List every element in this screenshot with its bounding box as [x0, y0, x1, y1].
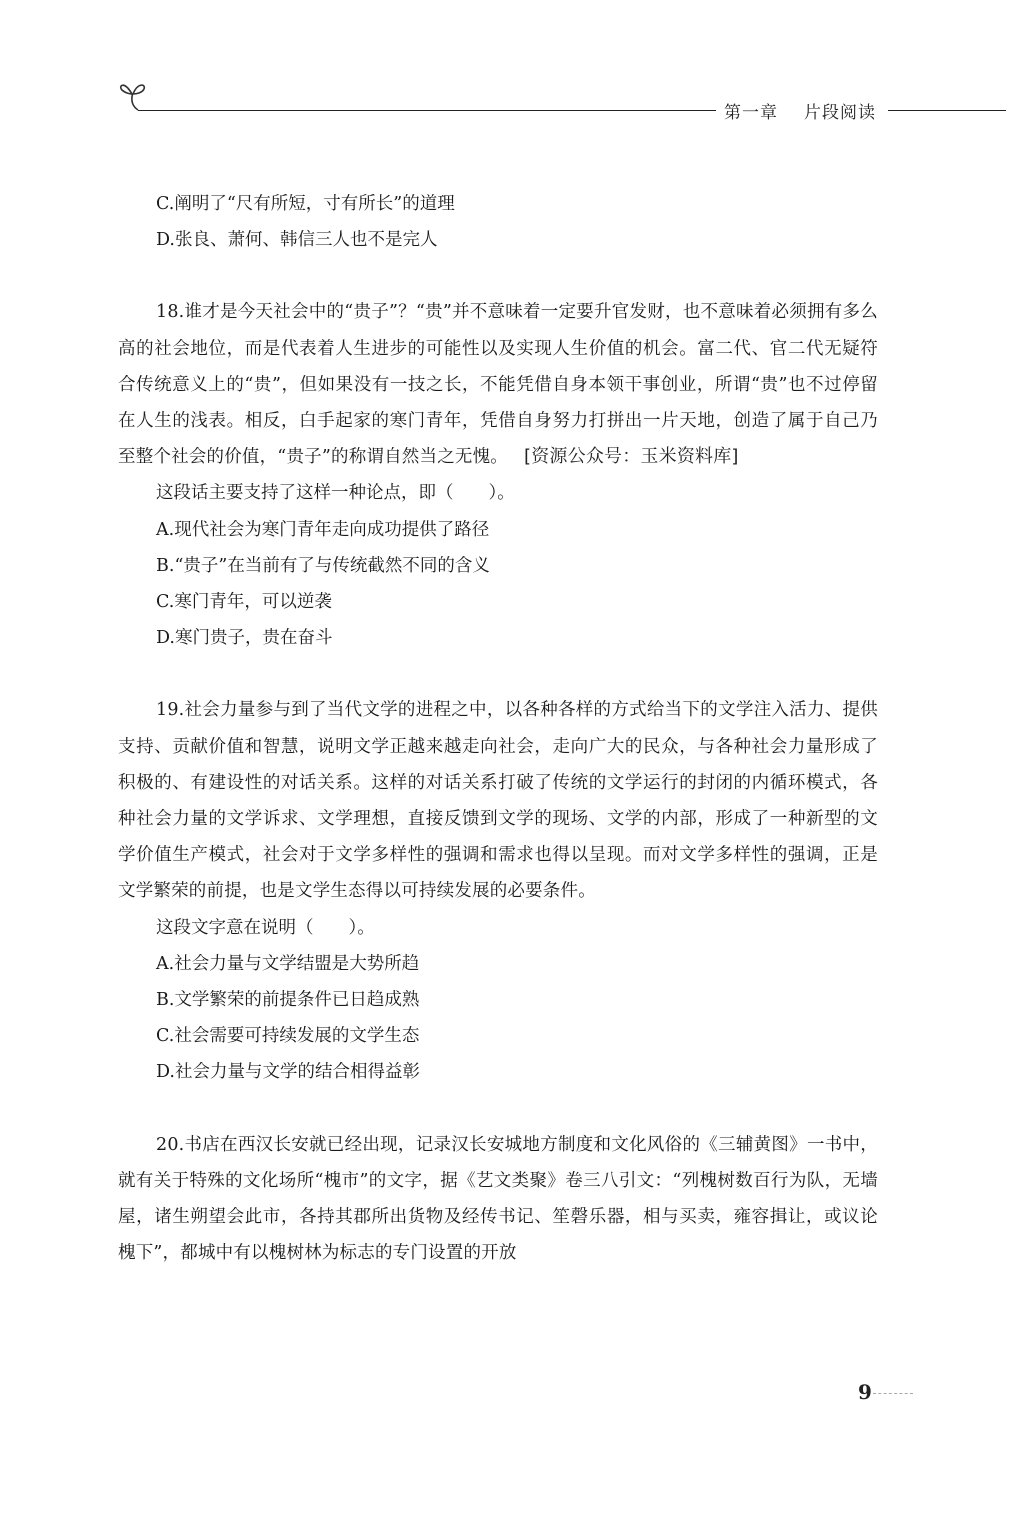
- q18-option-d: D.寒门贵子，贵在奋斗: [156, 628, 333, 649]
- q18-option-c: C.寒门青年，可以逆袭: [156, 592, 332, 613]
- q18-number: 18.: [156, 302, 185, 323]
- q18-prompt: 这段话主要支持了这样一种论点，即（ ）。: [156, 483, 515, 504]
- page-number-ornament: [873, 1393, 913, 1394]
- sprout-icon: [116, 76, 152, 112]
- q19-number: 19.: [156, 700, 185, 721]
- q18-option-b: B.“贵子”在当前有了与传统截然不同的含义: [156, 555, 490, 576]
- q20-number: 20.: [156, 1134, 185, 1155]
- q19-option-b: B.文学繁荣的前提条件已日趋成熟: [156, 990, 420, 1011]
- q19-option-a: A.社会力量与文学结盟是大势所趋: [156, 953, 420, 974]
- q19-passage: 19.社会力量参与到了当代文学的进程之中，以各种各样的方式给当下的文学注入活力、提供支持、贡献价值和智慧，说明文学正越来越走向社会，走向广大的民众，与各种社会力量形成了积极的、有建设性的对话关系。这样的对话关系打破了传统的文学运行的封闭的内循环模式，各种社会力量的文学诉求、文学理想，直接反馈到文学的现场、文学的内部，形成了一种新型的文学价值生产模式，社会对于文学多样性的强调和需求也得以呈现。而对文学多样性的强调，正是文学繁荣的前提，也是文学生态得以可持续发展的必要条件。: [118, 700, 878, 902]
- q17-option-c: C.阐明了“尺有所短，寸有所长”的道理: [156, 194, 455, 214]
- chapter-number: 第一章: [724, 103, 778, 123]
- page-body: [118, 186, 878, 1271]
- q17-option-d: D.张良、萧何、韩信三人也不是完人: [156, 230, 438, 251]
- q19-option-d: D.社会力量与文学的结合相得益彰: [156, 1062, 420, 1083]
- chapter-section: 片段阅读: [804, 103, 876, 123]
- q20-passage: 20.书店在西汉长安就已经出现，记录汉长安城地方制度和文化风俗的《三辅黄图》一书中，就有关于特殊的文化场所“槐市”的文字，据《艺文类聚》卷三八引文：“列槐树数百行为队，无墙屋，诸生朔望会此市，各持其郡所出货物及经传书记、笙磬乐器，相与买卖，雍容揖让，或议论槐下”，都城中有以槐树林为标志的专门设置的开放: [118, 1134, 878, 1264]
- q18-passage: 18.谁才是今天社会中的“贵子”？“贵”并不意味着一定要升官发财，也不意味着必须拥有多么高的社会地位，而是代表着人生进步的可能性以及实现人生价值的机会。富二代、官二代无疑符合传统意义上的“贵”，但如果没有一技之长，不能凭借自身本领干事创业，所谓“贵”也不过停留在人生的浅表。相反，白手起家的寒门青年，凭借自身努力打拼出一片天地，创造了属于自己乃至整个社会的价值，“贵子”的称谓自然当之无愧。 [资源公众号：玉米资料库]: [118, 302, 878, 468]
- header-rule-right: [888, 110, 1006, 111]
- source-tag: [资源公众号：玉米资料库]: [524, 446, 739, 468]
- chapter-title: [716, 98, 884, 123]
- q19-option-c: C.社会需要可持续发展的文学生态: [156, 1026, 420, 1047]
- running-header: [116, 76, 1006, 123]
- q18-option-a: A.现代社会为寒门青年走向成功提供了路径: [156, 519, 490, 540]
- page-number: 9: [858, 1380, 872, 1404]
- q19-prompt: 这段文字意在说明（ ）。: [156, 917, 375, 938]
